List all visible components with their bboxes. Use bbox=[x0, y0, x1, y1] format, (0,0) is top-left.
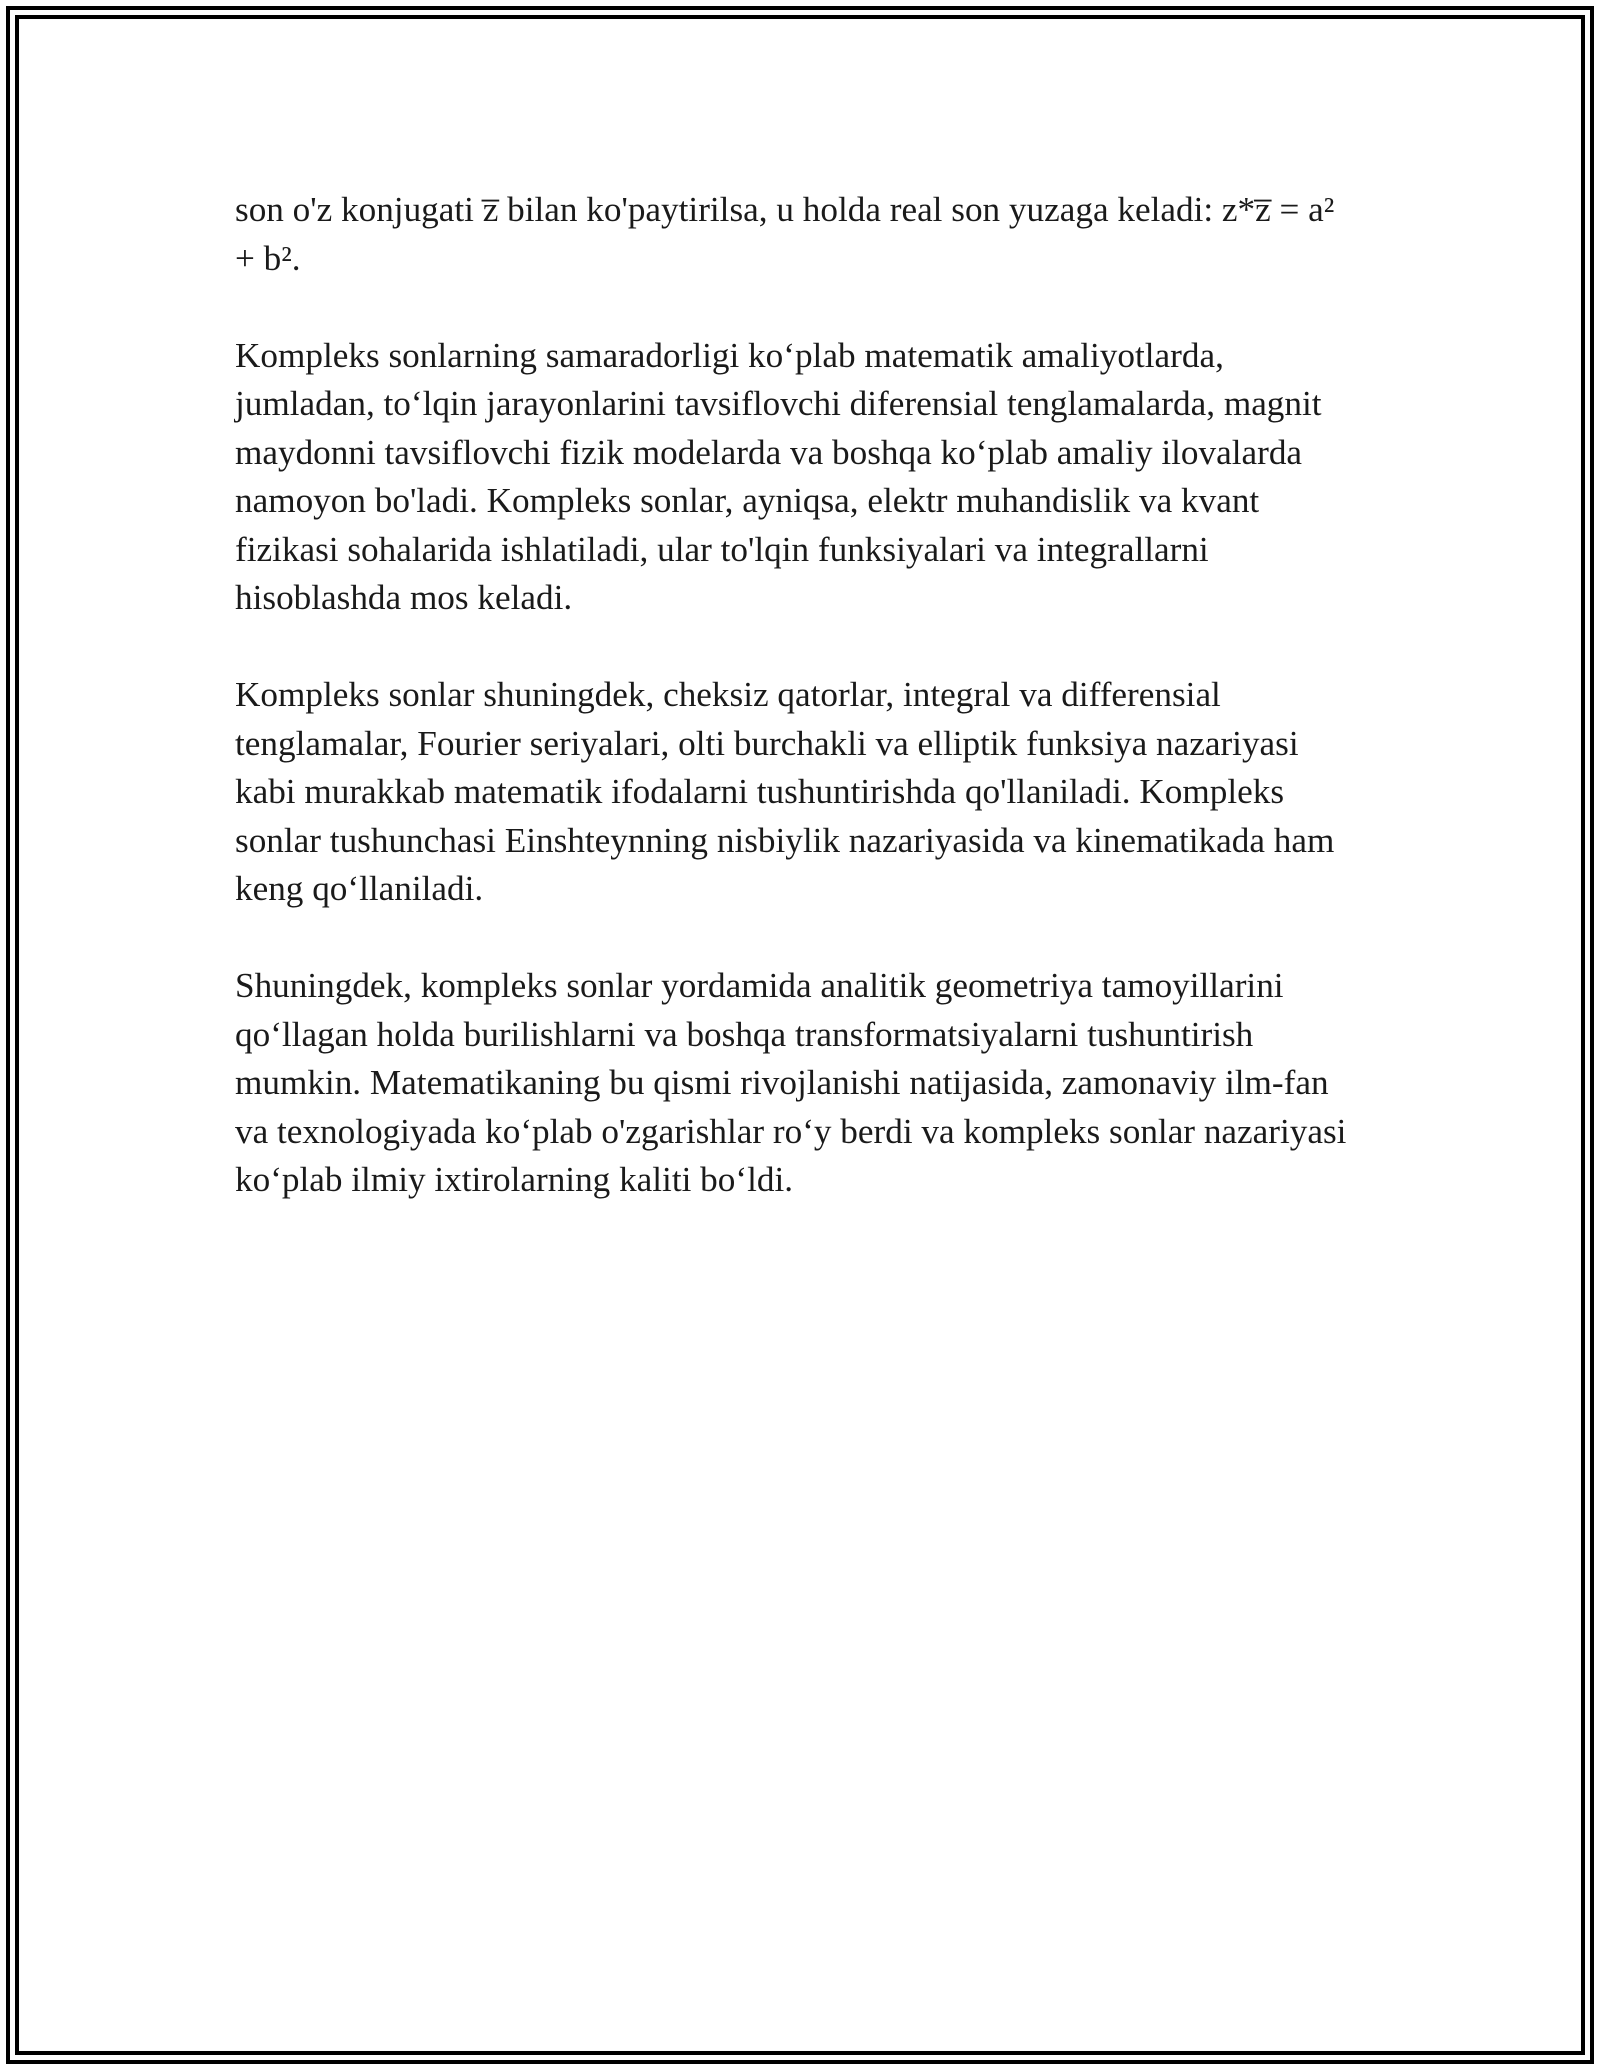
paragraph-math-expressions: Kompleks sonlar shuningdek, cheksiz qatorlar, integral va differensial tenglamalar, Fourier seriyalari, olti burchakli va elliptik funksiya nazariyasi kabi murakkab matematik ifodalarni tushuntirishda qo'llaniladi. Kompleks sonlar tushunchasi Einshteynning nisbiylik nazariyasida va kinematikada ham keng qo‘llaniladi. bbox=[235, 675, 1335, 908]
document-body bbox=[235, 186, 1355, 1253]
paragraph-applications: Kompleks sonlarning samaradorligi ko‘plab matematik amaliyotlarda, jumladan, to‘lqin jarayonlarini tavsiflovchi diferensial tenglamalarda, magnit maydonni tavsiflovchi fizik modelarda va boshqa ko‘plab amaliy ilovalarda namoyon bo'ladi. Kompleks sonlar, ayniqsa, elektr muhandislik va kvant fizikasi sohalarida ishlatiladi, ular to'lqin funksiyalari va integrallarni hisoblashda mos keladi. bbox=[235, 335, 1322, 617]
paragraph-conjugate: son o'z konjugati z̅ bilan ko'paytirilsa, u holda real son yuzaga keladi: z*z̅ = a² + b². bbox=[235, 190, 1335, 278]
paragraph-geometry: Shuningdek, kompleks sonlar yordamida analitik geometriya tamoyillarini qo‘llagan holda burilishlarni va boshqa transformatsiyalarni tushuntirish mumkin. Matematikaning bu qismi rivojlanishi natijasida, zamonaviy ilm-fan va texnologiyada ko‘plab o'zgarishlar ro‘y berdi va kompleks sonlar nazariyasi ko‘plab ilmiy ixtirolarning kaliti bo‘ldi. bbox=[235, 966, 1347, 1199]
